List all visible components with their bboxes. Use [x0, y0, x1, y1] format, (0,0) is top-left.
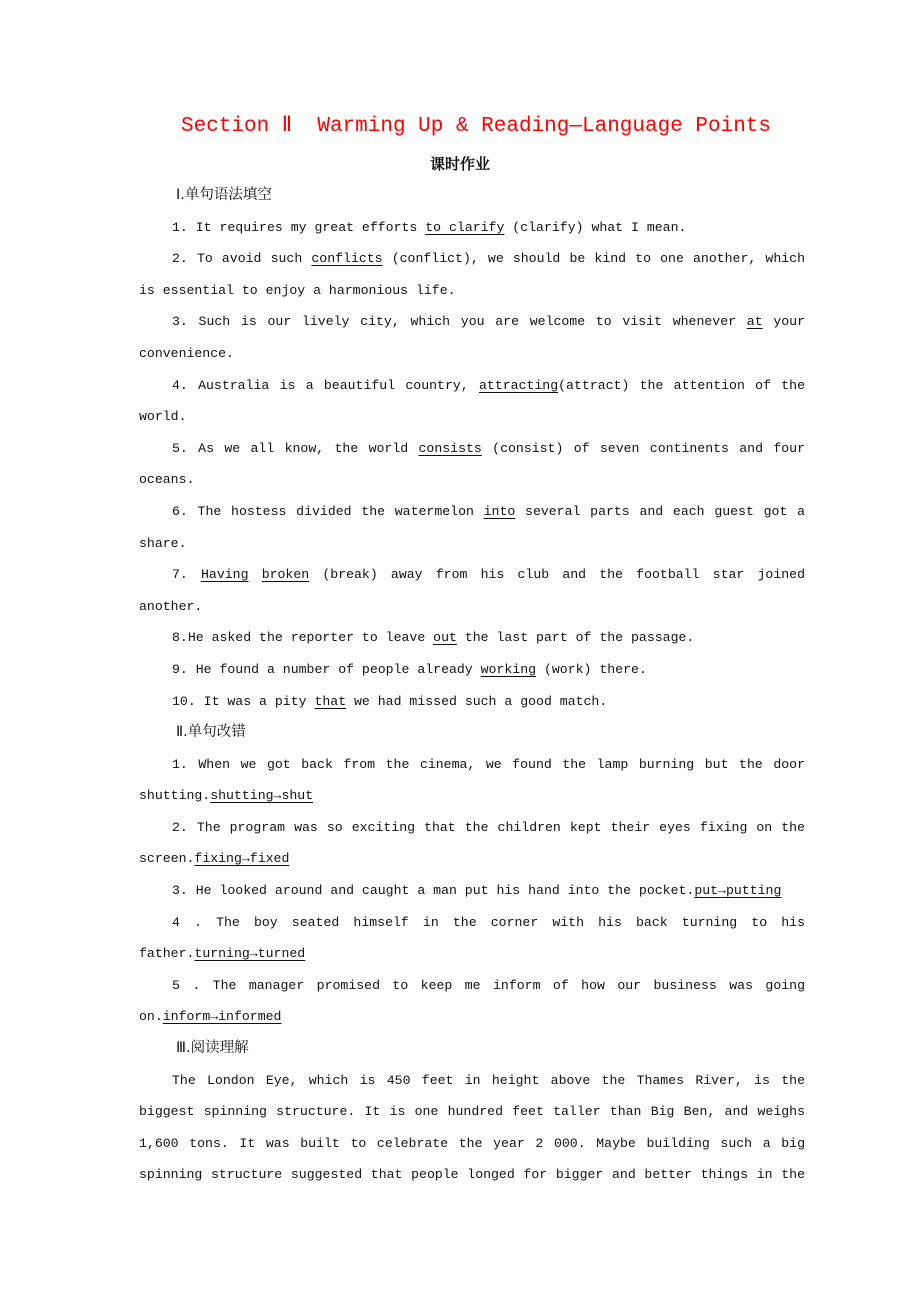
question-text: (clarify) what I mean. — [504, 219, 687, 235]
question-text: your — [762, 314, 805, 330]
document-subtitle: 课时作业 — [429, 155, 490, 173]
question-text: spinning structure suggested that people longed for bigger and better things in the — [139, 1167, 805, 1183]
question-line — [139, 275, 805, 307]
question-line — [139, 528, 805, 560]
answer-text: that — [314, 693, 347, 709]
question-text — [249, 567, 262, 582]
document-title: Section Ⅱ Warming Up & Reading—Language Points — [180, 115, 772, 138]
question-line — [139, 780, 805, 812]
question-text: oceans. — [139, 472, 195, 488]
question-text: world. — [139, 409, 187, 425]
question-line — [139, 812, 805, 844]
question-text: 2. The program was so exciting that the children kept their eyes fixing on the — [172, 819, 805, 835]
question-line — [139, 654, 805, 686]
passage-line — [139, 1128, 805, 1160]
answer-text: Having — [201, 567, 249, 583]
question-line — [139, 1001, 805, 1033]
question-line — [139, 938, 805, 970]
question-text: 2. To avoid such — [172, 251, 312, 267]
question-line — [139, 464, 805, 496]
question-line — [139, 591, 805, 623]
question-text: shutting. — [139, 788, 211, 804]
question-text: 10. It was a pity — [172, 693, 315, 709]
question-text: 6. The hostess divided the watermelon — [172, 503, 484, 519]
question-text: 1. It requires my great efforts — [172, 219, 426, 235]
question-line — [139, 433, 805, 465]
question-text: 8.He asked the reporter to leave — [172, 630, 434, 646]
answer-text: out — [433, 630, 457, 646]
question-line — [139, 907, 805, 939]
question-text: 3. He looked around and caught a man put his hand into the pocket. — [172, 883, 695, 899]
answer-text: at — [746, 314, 763, 330]
answer-text: inform→informed — [162, 1009, 282, 1025]
question-text: another. — [139, 598, 203, 614]
question-line — [139, 401, 805, 433]
passage-line — [139, 1065, 805, 1097]
question-text: is essential to enjoy a harmonious life. — [139, 282, 456, 298]
question-text: on. — [139, 1009, 163, 1025]
answer-text: working — [480, 661, 537, 677]
question-line — [139, 686, 805, 718]
question-text: we had missed such a good match. — [346, 693, 608, 709]
question-text: The London Eye, which is 450 feet in height above the Thames River, is the — [172, 1072, 805, 1088]
question-text: 1,600 tons. It was built to celebrate the year 2 000. Maybe building such a big — [139, 1135, 805, 1151]
answer-text: turning→turned — [194, 946, 306, 962]
question-line — [139, 212, 805, 244]
question-text: (break) away from his club and the football star joined — [309, 567, 805, 583]
question-text: 4 . The boy seated himself in the corner with his back turning to his — [172, 914, 805, 930]
answer-text: broken — [261, 567, 310, 583]
question-line — [139, 496, 805, 528]
answer-text: to clarify — [425, 219, 505, 235]
answer-text: shutting→shut — [210, 788, 314, 804]
question-text: biggest spinning structure. It is one hundred feet taller than Big Ben, and weighs — [139, 1104, 805, 1120]
question-line — [139, 622, 805, 654]
answer-text: conflicts — [311, 251, 383, 267]
question-text: 7. — [172, 567, 202, 583]
question-line — [139, 370, 805, 402]
question-line — [139, 243, 805, 275]
document-body — [139, 180, 805, 1191]
question-text: screen. — [139, 851, 195, 867]
passage-line — [139, 1096, 805, 1128]
question-line — [139, 875, 805, 907]
question-text: 9. He found a number of people already — [172, 661, 481, 677]
section-heading: Ⅰ.单句语法填空 — [176, 187, 272, 203]
question-text: share. — [139, 535, 187, 551]
question-line — [139, 306, 805, 338]
answer-text: consists — [418, 440, 482, 456]
question-text: father. — [139, 946, 195, 962]
passage-line — [139, 1159, 805, 1191]
question-text: (attract) the attention of the — [558, 377, 805, 393]
question-line — [139, 338, 805, 370]
section-heading: Ⅱ.单句改错 — [176, 724, 246, 741]
question-text: 4. Australia is a beautiful country, — [172, 377, 479, 393]
answer-text: fixing→fixed — [194, 851, 290, 867]
answer-text: into — [483, 503, 516, 519]
question-line — [139, 970, 805, 1002]
question-text: (conflict), we should be kind to one another, which — [382, 251, 805, 267]
question-text: 1. When we got back from the cinema, we found the lamp burning but the door — [172, 756, 805, 772]
question-text: (consist) of seven continents and four — [481, 440, 805, 456]
question-text: the last part of the passage. — [456, 630, 695, 646]
question-line — [139, 749, 805, 781]
question-line — [139, 843, 805, 875]
question-text: 3. Such is our lively city, which you are welcome to visit whenever — [172, 314, 747, 330]
question-text: convenience. — [139, 345, 234, 361]
answer-text: put→putting — [694, 883, 782, 899]
question-text: (work) there. — [536, 661, 647, 677]
question-text: several parts and each guest got a — [515, 503, 805, 519]
question-text: 5 . The manager promised to keep me inform of how our business was going — [172, 977, 805, 993]
answer-text: attracting — [479, 377, 559, 393]
question-line — [139, 559, 805, 591]
section-heading: Ⅲ.阅读理解 — [176, 1040, 249, 1057]
question-text: 5. As we all know, the world — [172, 440, 419, 456]
